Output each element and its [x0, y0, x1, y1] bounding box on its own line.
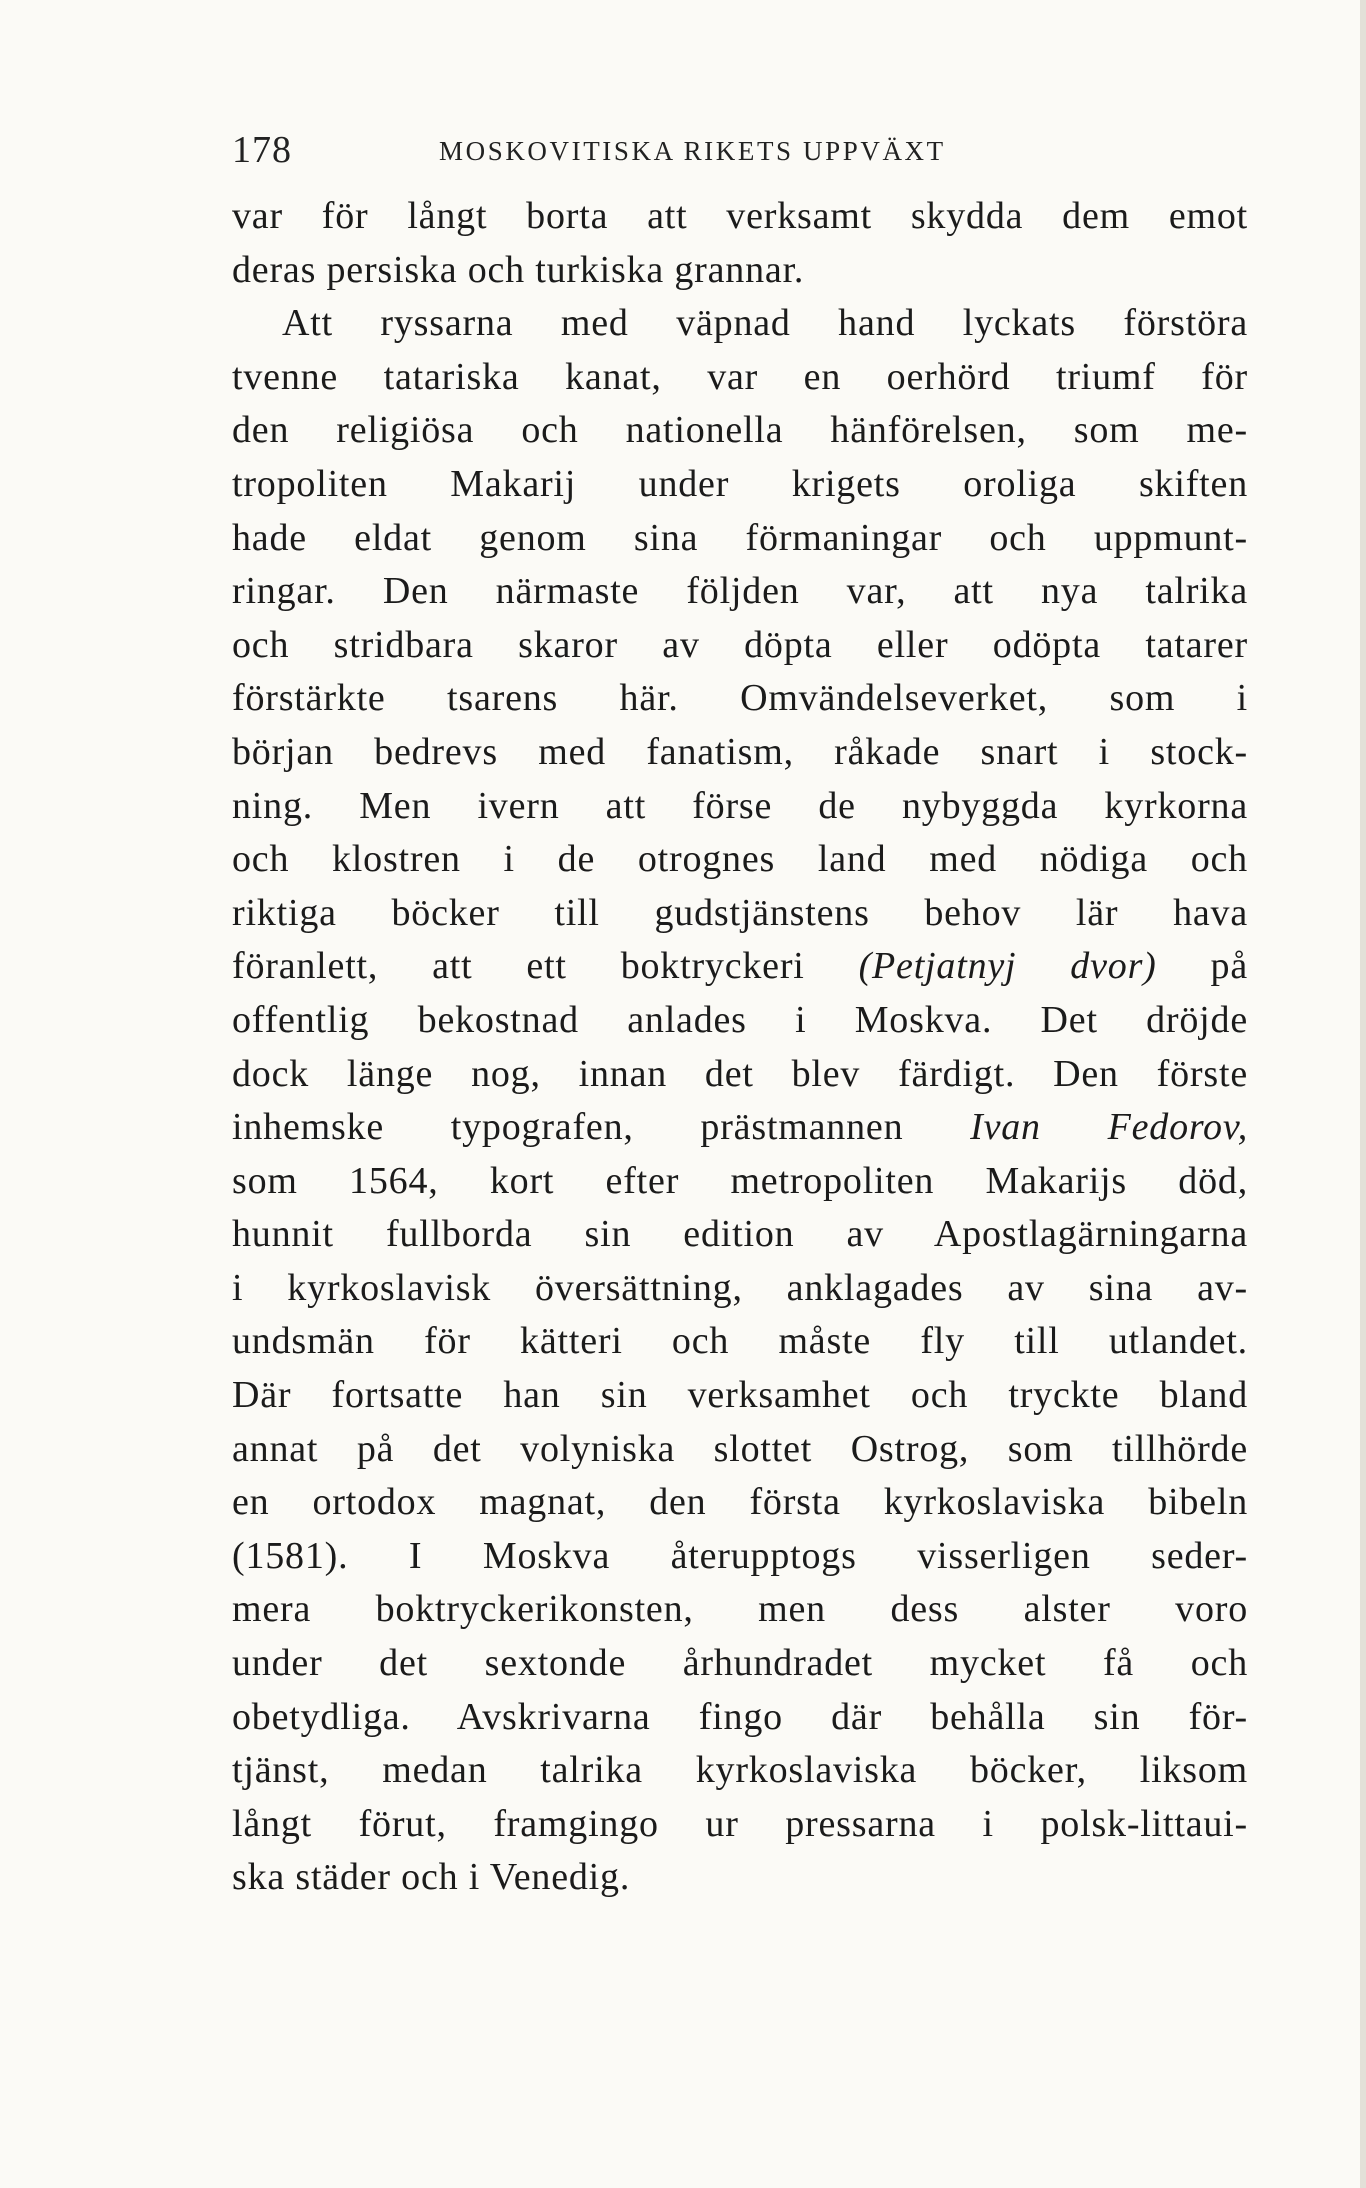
text-line: början bedrevs med fanatism, råkade snart i stock-: [232, 730, 1248, 773]
text-line: i kyrkoslavisk översättning, anklagades av sina av-: [232, 1266, 1248, 1309]
text-line: och stridbara skaror av döpta eller odöpta tatarer: [232, 623, 1248, 666]
text-line: tropoliten Makarij under krigets oroliga skiften: [232, 462, 1248, 505]
italic-term: (Petjatnyj dvor): [858, 945, 1157, 988]
body-text: [232, 190, 1248, 1905]
text-line: offentlig bekostnad anlades i Moskva. Det dröjde: [232, 998, 1248, 1041]
italic-name: Ivan Fedorov,: [970, 1106, 1248, 1149]
text-line: den religiösa och nationella hänförelsen, som me-: [232, 409, 1248, 452]
text-line: och klostren i de otrognes land med nödiga och: [232, 838, 1248, 881]
line-segment: inhemske typografen, prästmannen: [232, 1106, 971, 1149]
text-line: förstärkte tsarens här. Omvändelseverket, som i: [232, 677, 1248, 720]
text-line: [232, 1101, 1248, 1155]
text-line: Att ryssarna med väpnad hand lyckats förstöra: [282, 302, 1248, 345]
text-line: ringar. Den närmaste följden var, att nya talrika: [232, 570, 1248, 613]
page-number: 178: [232, 129, 292, 171]
text-line: mera boktryckerikonsten, men dess alster voro: [232, 1588, 1248, 1631]
text-line: som 1564, kort efter metropoliten Makarijs död,: [232, 1159, 1248, 1202]
line-segment: på: [1156, 945, 1248, 988]
text-line: tjänst, medan talrika kyrkoslaviska böcker, liksom: [232, 1749, 1248, 1792]
text-line: Där fortsatte han sin verksamhet och tryckte bland: [232, 1374, 1248, 1417]
text-line: deras persiska och turkiska grannar.: [232, 248, 805, 291]
text-line: långt förut, framgingo ur pressarna i polsk-littaui-: [232, 1802, 1248, 1845]
text-line: riktiga böcker till gudstjänstens behov lär hava: [232, 891, 1248, 934]
page-edge: [1360, 0, 1366, 2188]
text-line: hunnit fullborda sin edition av Apostlagärningarna: [232, 1213, 1248, 1256]
text-line: [232, 940, 1248, 994]
text-line: dock länge nog, innan det blev färdigt. Den förste: [232, 1052, 1248, 1095]
text-line: ska städer och i Venedig.: [232, 1856, 631, 1899]
text-line: hade eldat genom sina förmaningar och uppmunt-: [232, 516, 1248, 559]
text-line: obetydliga. Avskrivarna fingo där behålla sin för-: [232, 1695, 1248, 1738]
text-line: tvenne tatariska kanat, var en oerhörd triumf för: [232, 355, 1248, 398]
text-line: ning. Men ivern att förse de nybyggda kyrkorna: [232, 784, 1248, 827]
text-line: var för långt borta att verksamt skydda dem emot: [232, 195, 1248, 237]
text-line: under det sextonde århundradet mycket få och: [232, 1642, 1248, 1685]
running-title: MOSKOVITISKA RIKETS UPPVÄXT: [439, 136, 946, 166]
text-line: undsmän för kätteri och måste fly till utlandet.: [232, 1320, 1248, 1363]
text-line: (1581). I Moskva återupptogs visserligen seder-: [232, 1534, 1248, 1577]
line-segment: föranlett, att ett boktryckeri: [232, 945, 859, 988]
text-line: annat på det volyniska slottet Ostrog, som tillhörde: [232, 1427, 1248, 1470]
text-line: en ortodox magnat, den första kyrkoslaviska bibeln: [232, 1481, 1248, 1524]
page-header: [232, 128, 1038, 174]
